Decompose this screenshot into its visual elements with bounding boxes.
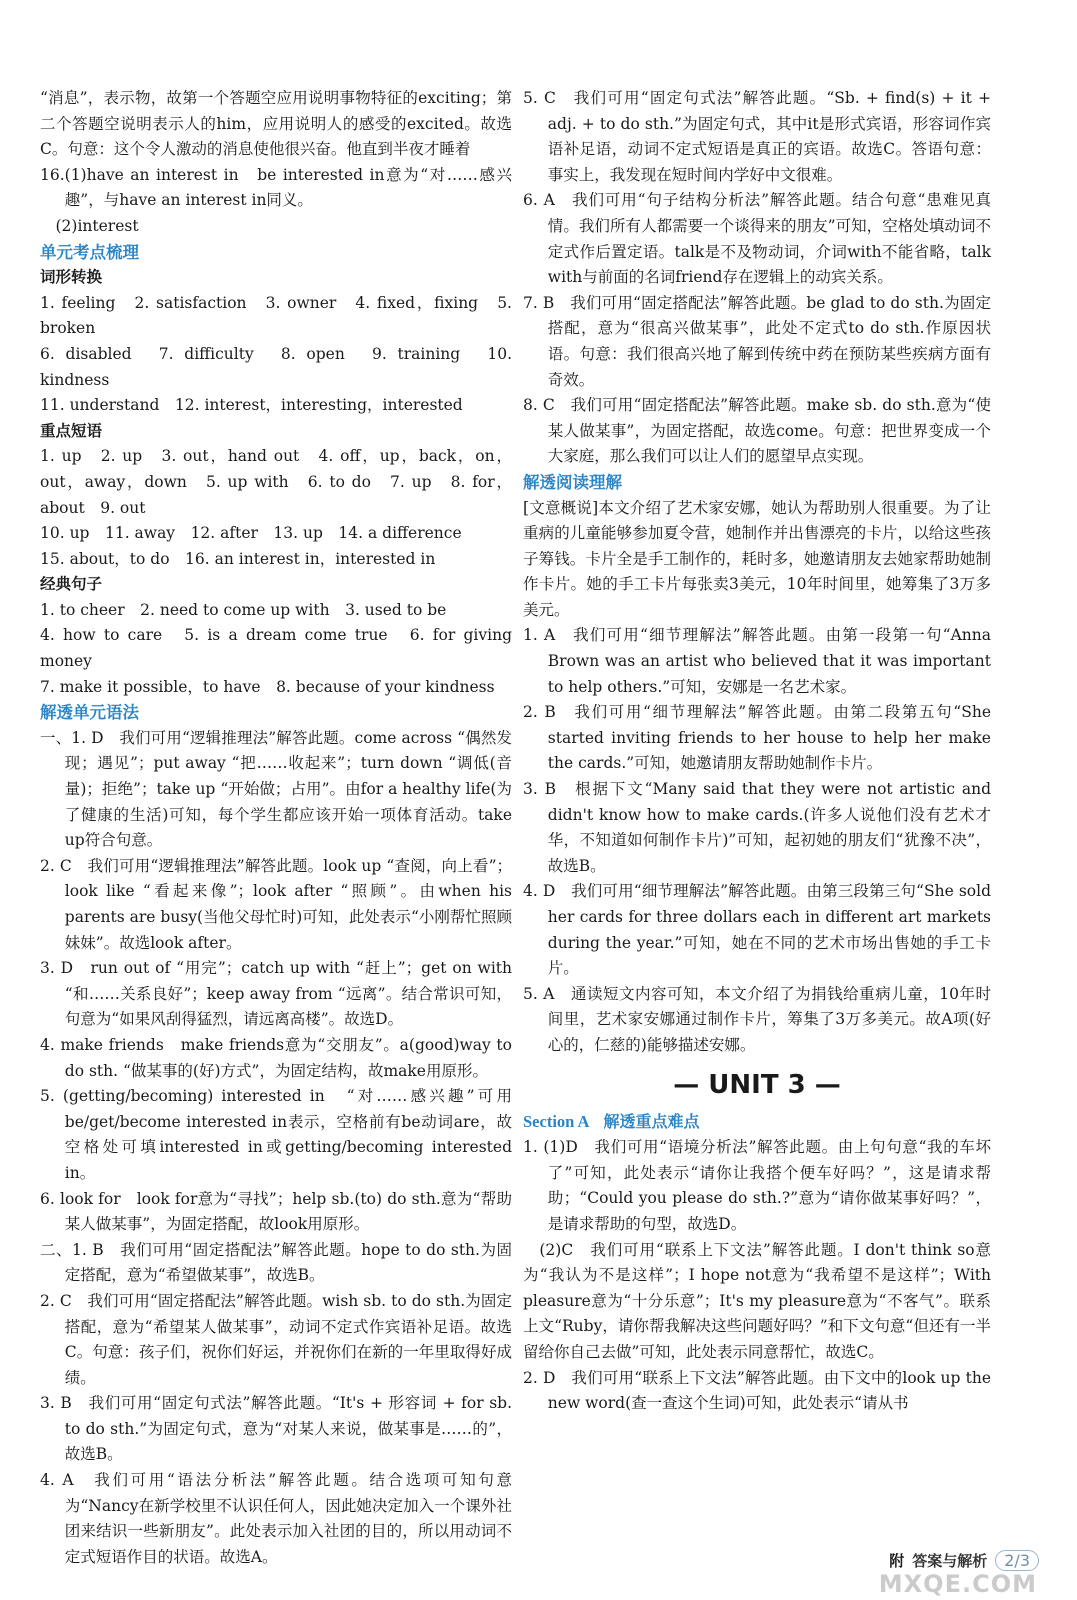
paragraph: “消息”，表示物，故第一个答题空应用说明事物特征的exciting；第二个答题空说明表示人的him，应用说明人的感受的excited。故选C。句意：这个令人激动的消息使他很兴奋。他直到半夜才睡着 [40,89,512,159]
answer-item: 4. make friends make friends意为“交朋友”。a(good)way to do sth. “做某事的(好)方式”，为固定结构，故make用原形。 [40,1035,512,1080]
answer-item: 二、1. B 我们可用“固定搭配法”解答此题。hope to do sth.为固定搭配，意为“希望做某事”，故选B。 [40,1240,512,1285]
paragraph: (2)C 我们可用“联系上下文法”解答此题。I don't think so意为“我认为不是这样”；I hope not意为“我希望不是这样”；With pleasure意为“十分乐意”；It's my pleasure意为“不客气”。联系上文“Ruby，请你帮我解决这些问题好吗？”和下文句意“但还有一半留给你自己去做”可知，此处表示同意帮忙，故选C。 [523,1240,991,1361]
answer-item: 5. A 通读短文内容可知，本文介绍了为捐钱给重病儿童，10年时间里，艺术家安娜通过制作卡片，筹集了3万多美元。故A项(好心的，仁慈的)能够描述安娜。 [523,984,991,1054]
answer-item: 1. (1)D 我们可用“语境分析法”解答此题。由上句句意“我的车坏了”可知，此处表示“请你让我搭个便车好吗？”，这是请求帮助；“Could you please do sth.?”意为“请你做某事好吗？”，是请求帮助的句型，故选D。 [523,1138,991,1233]
answer-item: 7. B 我们可用“固定搭配法”解答此题。be glad to do sth.为固定搭配，意为“很高兴做某事”，此处不定式to do sth.作原因状语。句意：我们很高兴地了解到传统中药在预防某些疾病方面有奇效。 [523,293,991,389]
answer-item: 2. C 我们可用“固定搭配法”解答此题。wish sb. to do sth.为固定搭配，意为“希望某人做某事”，动词不定式作宾语补足语。故选C。句意：孩子们，祝你们好运，并祝你们在新的一年里取得好成绩。 [40,1291,512,1387]
answer-item: 8. C 我们可用“固定搭配法”解答此题。make sb. do sth.意为“使某人做某事”，为固定搭配，故选come。句意：把世界变成一个大家庭，那么我们可以让人们的愿望早点实现。 [523,396,991,466]
page-number: 2/3 [995,1550,1039,1571]
answer-item: 16.(1)have an interest in be interested in意为“对……感兴趣”，与have an interest in同义。 [40,165,512,210]
answer-item: 4. D 我们可用“细节理解法”解答此题。由第三段第三句“She sold her cards for three dollars each in different art markets during the year.”可知，她在不同的艺术市场出售她的手工卡片。 [523,882,991,978]
answer-item: 6. look for look for意为“寻找”；help sb.(to) do sth.意为“帮助某人做某事”，为固定搭配，故look用原形。 [40,1189,512,1234]
section-title: 解透重点难点 [603,1111,700,1131]
answer-item: 3. B 我们可用“固定句式法”解答此题。“It's + 形容词 + for sb. to do sth.”为固定句式，意为“对某人来说，做某事是……的”，故选B。 [40,1394,512,1464]
paragraph: 11. understand 12. interest，interesting，interested [40,396,463,415]
answer-item: 6. A 我们可用“句子结构分析法”解答此题。结合句意“患难见真情。我们所有人都需要一个谈得来的朋友”可知，空格处填动词不定式作后置定语。talk是不及物动词，介词with不能省略，talk with与前面的名词friend存在逻辑上的动宾关系。 [523,191,991,287]
answer-item: 3. D run out of “用完”；catch up with “赶上”；get on with “和……关系良好”；keep away from “远离”。结合常识可知，句意为“如果风刮得猛烈，请远离高楼”。故选D。 [40,959,512,1029]
answers-label: 答案与解析 [912,1551,988,1570]
answer-item: 5. C 我们可用“固定句式法”解答此题。“Sb. + find(s) + it + adj. + to do sth.”为固定句式，其中it是形式宾语，形容词作宾语补足语，动词不定式短语是真正的宾语。故选C。答语句意：事实上，我发现在短时间内学好中文很难。 [523,89,991,184]
right-column [523,86,991,1417]
watermark: MXQE.COM [878,1570,1037,1598]
answer-item: 3. B 根据下文“Many said that they were not artistic and didn't know how to make cards.(许多人说他们没有艺术才华，不知道如何制作卡片)”可知，起初她的朋友们“犹豫不决”，故选B。 [523,780,991,875]
answer-item: 2. C 我们可用“逻辑推理法”解答此题。look up “查阅，向上看”；look like “看起来像”；look after “照顾”。由when his parents are busy(当他父母忙时)可知，此处表示“小刚帮忙照顾妹妹”。故选look after。 [40,856,512,952]
paragraph: 4. how to care 5. is a dream come true 6. for giving money [40,626,512,671]
answer-item: 4. A 我们可用“语法分析法”解答此题。结合选项可知句意为“Nancy在新学校里不认识任何人，因此她决定加入一个课外社团来结识一些新朋友”。此处表示加入社团的目的，所以用动词不定式短语作目的状语。故选A。 [40,1471,512,1566]
right-column-bottom [523,1135,991,1417]
answer-item: 2. B 我们可用“细节理解法”解答此题。由第二段第五句“She started inviting friends to her house to help her make the cards.”可知，她邀请朋友帮助她制作卡片。 [523,703,991,773]
section-label: Section A [523,1111,590,1131]
section-heading: 单元考点梳理 [40,242,139,262]
answer-item: 2. D 我们可用“联系上下文法”解答此题。由下文中的look up the new word(查一查这个生词)可知，此处表示“请从书 [523,1368,991,1413]
section-heading: 解透阅读理解 [523,472,622,492]
right-column-top [523,86,991,1059]
section-heading: 解透单元语法 [40,703,139,723]
answer-item: 1. A 我们可用“细节理解法”解答此题。由第一段第一句“Anna Brown was an artist who believed that it was important to help others.”可知，安娜是一名艺术家。 [523,626,991,696]
paragraph: 7. make it possible，to have 8. because of your kindness [40,677,495,696]
paragraph: 1. feeling 2. satisfaction 3. owner 4. fixed，fixing 5. broken [40,293,512,338]
paragraph: 15. about，to do 16. an interest in，interested in [40,549,436,568]
answer-item: 一、1. D 我们可用“逻辑推理法”解答此题。come across “偶然发现；遇见”；put away “把……收起来”；turn down “调低(音量)；拒绝”；take up “开始做；占用”。由for a healthy life(为了健康的生活)可知，每个学生都应该开始一项体育活动。take up符合句意。 [40,728,512,850]
subsection-heading: 词形转换 [40,268,103,287]
subsection-heading: 重点短语 [40,421,103,440]
paragraph: 1. up 2. up 3. out，hand out 4. off，up，back，on，out，away，down 5. up with 6. to do 7. up 8. for，about 9. out [40,447,512,517]
paragraph: [文意概说]本文介绍了艺术家安娜，她认为帮助别人很重要。为了让重病的儿童能够参加夏令营，她制作并出售漂亮的卡片，以给这些孩子筹钱。卡片全是手工制作的，耗时多，她邀请朋友去她家帮助她制作卡片。她的手工卡片每张卖3美元，10年时间里，她筹集了3万多美元。 [523,498,991,619]
answer-item: 5. (getting/becoming) interested in “对……感兴趣”可用be/get/become interested in表示，空格前有be动词are，故空格处可填interested in或getting/becoming interested in。 [40,1087,512,1182]
paragraph: (2)interest [40,216,139,235]
section-heading [523,1109,991,1136]
subsection-heading: 经典句子 [40,575,103,594]
appendix-label: 附 [889,1551,905,1570]
left-column [40,86,512,1570]
paragraph: 6. disabled 7. difficulty 8. open 9. training 10. kindness [40,344,512,389]
paragraph: 10. up 11. away 12. after 13. up 14. a difference [40,524,462,543]
unit-title: — UNIT 3 — [673,1069,841,1100]
paragraph: 1. to cheer 2. need to come up with 3. used to be [40,600,447,619]
